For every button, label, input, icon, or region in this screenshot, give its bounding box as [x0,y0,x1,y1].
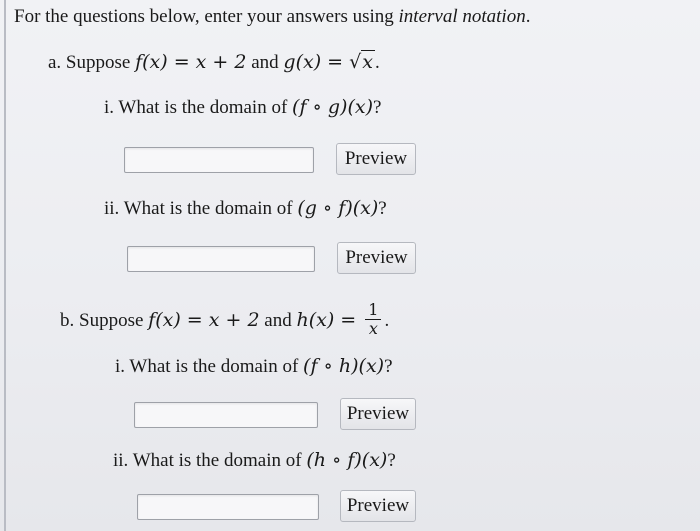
part-b-statement [60,300,389,341]
part-a-statement [48,50,380,74]
part-a-q1-answer-input[interactable] [124,147,314,173]
part-a-sqrt: √x [349,51,373,73]
instructions-suffix: . [525,6,531,27]
part-a-q2-prefix: ii. What is the domain of [104,198,298,219]
part-b-fraction-denominator: x [368,319,378,339]
part-b-q2-preview-button[interactable]: Preview [340,490,416,522]
part-a-q2-suffix: ? [378,198,387,219]
page-border [4,0,6,531]
part-b-question-i [115,355,393,378]
part-b-q1-preview-button[interactable]: Preview [340,398,416,430]
part-a-q1-preview-button[interactable]: Preview [336,143,416,175]
part-a-q1-composition: (f ∘ g)(x) [292,96,374,118]
part-a-q2-preview-button[interactable]: Preview [337,242,416,274]
part-a-label: a. Suppose [48,52,136,73]
part-b-h-name: h(x) [296,309,335,331]
part-b-q1-prefix: i. What is the domain of [115,356,304,377]
part-b-label: b. Suppose [60,310,149,331]
part-b-end: . [384,310,390,331]
part-a-end: . [374,52,380,73]
part-a-g-name: g(x) [283,51,322,73]
part-b-fraction [365,301,381,338]
part-a-q2-answer-input[interactable] [127,246,315,272]
part-b-q2-composition: (h ∘ f)(x) [306,449,388,471]
part-a-q2-composition: (g ∘ f)(x) [297,197,379,219]
part-b-q1-answer-input[interactable] [134,402,318,428]
part-a-f-name: f(x) [135,51,168,73]
part-b-f-name: f(x) [148,309,181,331]
part-a-f-expr: = x + 2 [167,51,247,73]
part-b-q2-suffix: ? [387,450,396,471]
part-a-equals: = [321,51,350,73]
part-a-radicand: x [362,51,373,73]
part-b-q1-composition: (f ∘ h)(x) [303,355,385,377]
part-b-fraction-numerator: 1 [365,301,381,320]
part-a-question-i [104,96,381,119]
part-b-equals: = [334,309,363,331]
part-b-q2-prefix: ii. What is the domain of [113,450,307,471]
part-b-q2-answer-input[interactable] [137,494,319,520]
part-b-f-expr: = x + 2 [180,309,260,331]
instructions-emphasis: interval notation [398,6,526,27]
part-b-question-ii [113,449,396,472]
part-a-q1-prefix: i. What is the domain of [104,97,293,118]
part-b-q1-suffix: ? [384,356,393,377]
part-a-question-ii [104,197,387,220]
part-a-q1-suffix: ? [373,97,382,118]
part-b-and: and [259,310,297,331]
instructions-prefix: For the questions below, enter your answers using [14,6,399,27]
instructions-text [14,6,530,28]
part-a-and: and [246,52,284,73]
